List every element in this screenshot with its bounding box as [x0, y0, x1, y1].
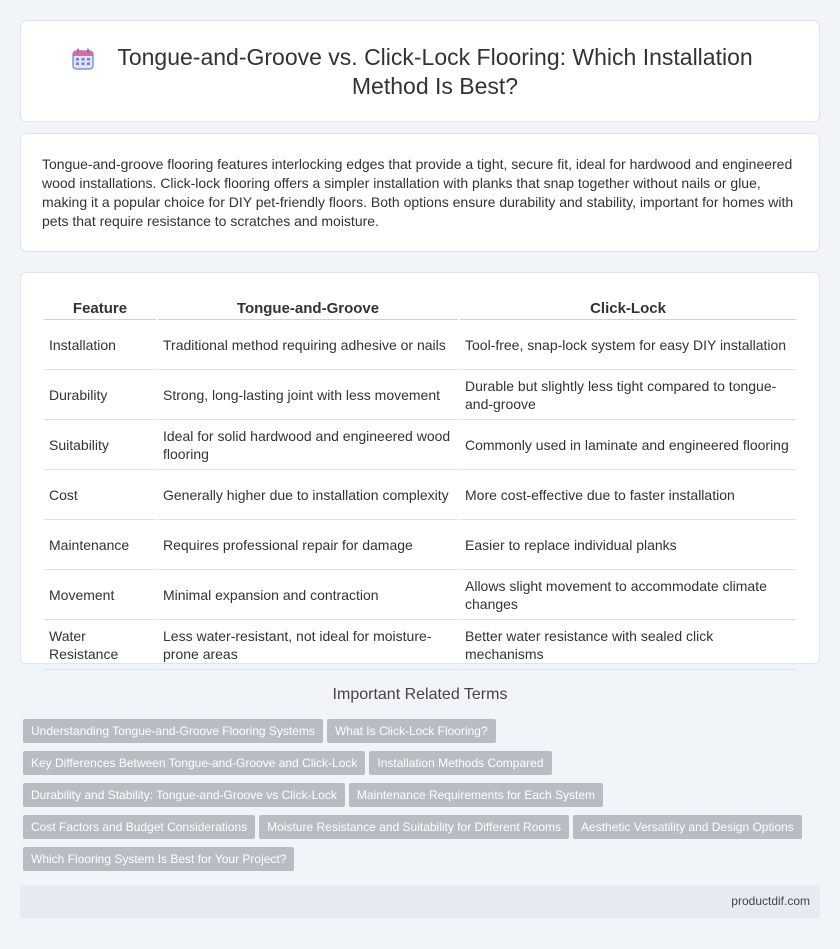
related-term-link[interactable]: Installation Methods Compared	[369, 751, 551, 775]
table-row	[44, 621, 796, 670]
header-click-lock: Click-Lock	[460, 294, 796, 320]
table-row	[44, 371, 796, 420]
title-card	[20, 20, 820, 122]
related-term-link[interactable]: Understanding Tongue-and-Groove Flooring Systems	[23, 719, 323, 743]
related-term-link[interactable]: Durability and Stability: Tongue-and-Groove vs Click-Lock	[23, 783, 345, 807]
related-terms-list	[23, 719, 823, 879]
cell-tongue-and-groove: Minimal expansion and contraction	[158, 571, 458, 620]
intro-card	[20, 133, 820, 252]
cell-click-lock: More cost-effective due to faster installation	[460, 471, 796, 520]
table-row	[44, 571, 796, 620]
cell-click-lock: Commonly used in laminate and engineered flooring	[460, 421, 796, 470]
table-row	[44, 471, 796, 520]
table-row	[44, 421, 796, 470]
cell-feature: Cost	[44, 471, 156, 520]
cell-feature: Durability	[44, 371, 156, 420]
cell-tongue-and-groove: Requires professional repair for damage	[158, 521, 458, 570]
cell-tongue-and-groove: Strong, long-lasting joint with less movement	[158, 371, 458, 420]
header-feature: Feature	[44, 294, 156, 320]
cell-tongue-and-groove: Ideal for solid hardwood and engineered wood flooring	[158, 421, 458, 470]
cell-click-lock: Durable but slightly less tight compared to tongue-and-groove	[460, 371, 796, 420]
cell-feature: Maintenance	[44, 521, 156, 570]
cell-feature: Suitability	[44, 421, 156, 470]
cell-click-lock: Allows slight movement to accommodate climate changes	[460, 571, 796, 620]
cell-feature: Water Resistance	[44, 621, 156, 670]
table-row	[44, 321, 796, 370]
cell-tongue-and-groove: Less water-resistant, not ideal for moisture-prone areas	[158, 621, 458, 670]
cell-click-lock: Better water resistance with sealed click mechanisms	[460, 621, 796, 670]
page-title: Tongue-and-Groove vs. Click-Lock Flooring: Which Installation Method Is Best?	[117, 44, 753, 99]
related-term-link[interactable]: Moisture Resistance and Suitability for Different Rooms	[259, 815, 569, 839]
cell-click-lock: Tool-free, snap-lock system for easy DIY installation	[460, 321, 796, 370]
related-term-link[interactable]: Key Differences Between Tongue-and-Groove and Click-Lock	[23, 751, 365, 775]
cell-feature: Installation	[44, 321, 156, 370]
footer	[20, 885, 820, 918]
comparison-table	[42, 293, 798, 671]
related-term-link[interactable]: Aesthetic Versatility and Design Options	[573, 815, 802, 839]
related-term-link[interactable]: Maintenance Requirements for Each System	[349, 783, 603, 807]
intro-paragraph: Tongue-and-groove flooring features interlocking edges that provide a tight, secure fit, ideal for hardwood and engineered wood installations. Click-lock flooring offers a simpler installation with planks that snap together without nails or glue, making it a popular choice for DIY pet-friendly floors. Both options ensure durability and stability, important for homes with pets that require resistance to scratches and moisture.	[42, 156, 794, 229]
cell-feature: Movement	[44, 571, 156, 620]
comparison-card	[20, 272, 820, 664]
cell-click-lock: Easier to replace individual planks	[460, 521, 796, 570]
header-tongue-and-groove: Tongue-and-Groove	[158, 294, 458, 320]
related-term-link[interactable]: What Is Click-Lock Flooring?	[327, 719, 496, 743]
footer-site-link[interactable]: productdif.com	[731, 894, 810, 908]
cell-tongue-and-groove: Generally higher due to installation complexity	[158, 471, 458, 520]
related-terms-heading: Important Related Terms	[332, 686, 508, 703]
related-term-link[interactable]: Which Flooring System Is Best for Your Project?	[23, 847, 294, 871]
table-header-row	[44, 294, 796, 320]
table-row	[44, 521, 796, 570]
cell-tongue-and-groove: Traditional method requiring adhesive or nails	[158, 321, 458, 370]
related-term-link[interactable]: Cost Factors and Budget Considerations	[23, 815, 255, 839]
